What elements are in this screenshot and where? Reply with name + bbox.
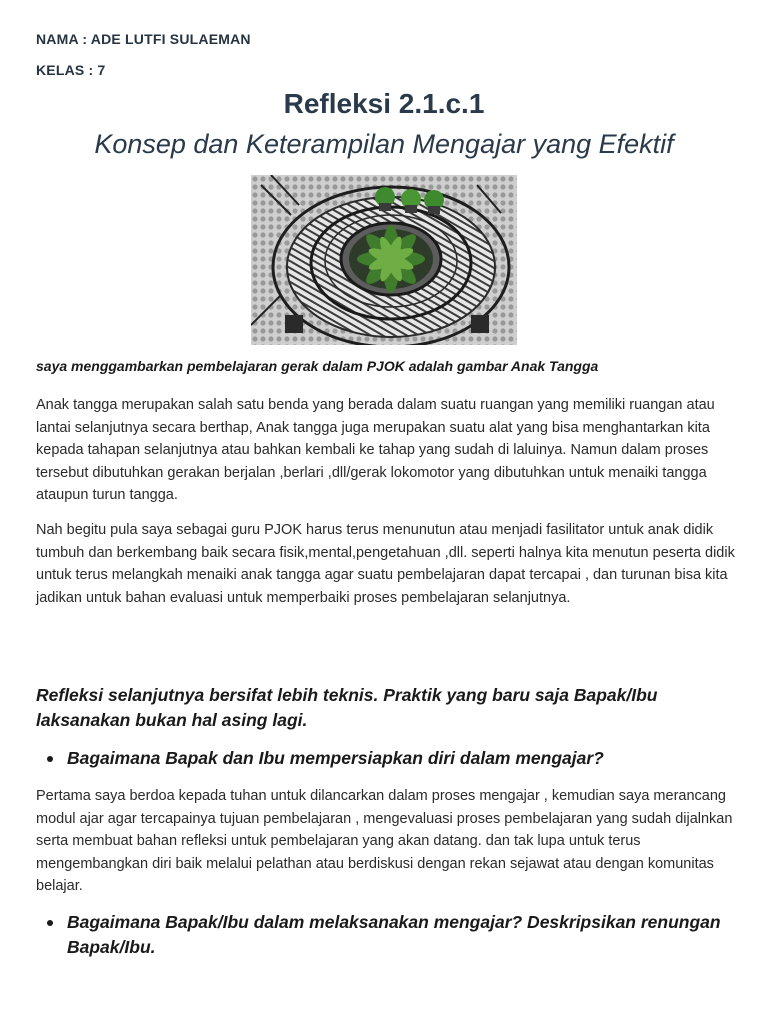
question-bullet-preparation — [36, 746, 736, 771]
question-text: Bagaimana Bapak/Ibu dalam melaksanakan mengajar? Deskripsikan renungan Bapak/Ibu. — [67, 912, 721, 957]
image-caption: saya menggambarkan pembelajaran gerak dalam PJOK adalah gambar Anak Tangga — [36, 358, 599, 374]
paragraph-anak-tangga: Anak tangga merupakan salah satu benda yang berada dalam suatu ruangan yang memiliki ruangan atau lantai selanjutnya secara berthap, Anak tangga juga merupakan suatu alat yang bisa menghantarkan kita kepada tahapan selanjutnya atau bahkan kembali ke tahap yang sudah di laluinya. Namun dalam proses tersebut dibutuhkan gerakan berjalan ,berlari ,dll/gerak lokomotor yang dibutuhkan untuk menaiki tangga ataupun turun tangga. — [36, 397, 715, 503]
question-bullet-implementation — [36, 910, 736, 960]
reflection-heading: Refleksi selanjutnya bersifat lebih teknis. Praktik yang baru saja Bapak/Ibu laksanakan bukan hal asing lagi. — [36, 685, 658, 730]
bullet-dot-icon — [47, 920, 53, 926]
paragraph-preparation-answer: Pertama saya berdoa kepada tuhan untuk dilancarkan dalam proses mengajar , kemudian saya merancang modul ajar agar tercapainya tujuan pembelajaran , mengevaluasi proses pembelajaran yang sudah dijalnkan serta membuat bahan refleksi untuk pembelajaran yang akan datang. dan tak lupa untuk terus mengembangkan diri baik melalui pelathan atau berdiskusi dengan rekan sejawat atau dengan komunitas belajar. — [36, 788, 733, 894]
question-text: Bagaimana Bapak dan Ibu mempersiapkan diri dalam mengajar? — [67, 748, 604, 768]
paragraph-guru-pjok: Nah begitu pula saya sebagai guru PJOK harus terus menunutun atau menjadi fasilitator untuk anak didik tumbuh dan berkembang baik secara fisik,mental,pengetahuan ,dll. seperti halnya kita menutun peserta didik untuk terus melangkah menaiki anak tangga agar suatu pembelajaran dapat tercapai , dan turunan bisa kita jadikan untuk bahan evaluasi untuk memperbaiki proses pembelajaran selanjutnya. — [36, 522, 735, 606]
student-class: KELAS : 7 — [36, 62, 106, 78]
student-name: NAMA : ADE LUTFI SULAEMAN — [36, 31, 251, 47]
page-title: Refleksi 2.1.c.1 — [283, 88, 485, 119]
bullet-dot-icon — [47, 756, 53, 762]
page-subtitle: Konsep dan Keterampilan Mengajar yang Efektif — [94, 129, 674, 159]
spiral-staircase-photo — [251, 175, 517, 345]
